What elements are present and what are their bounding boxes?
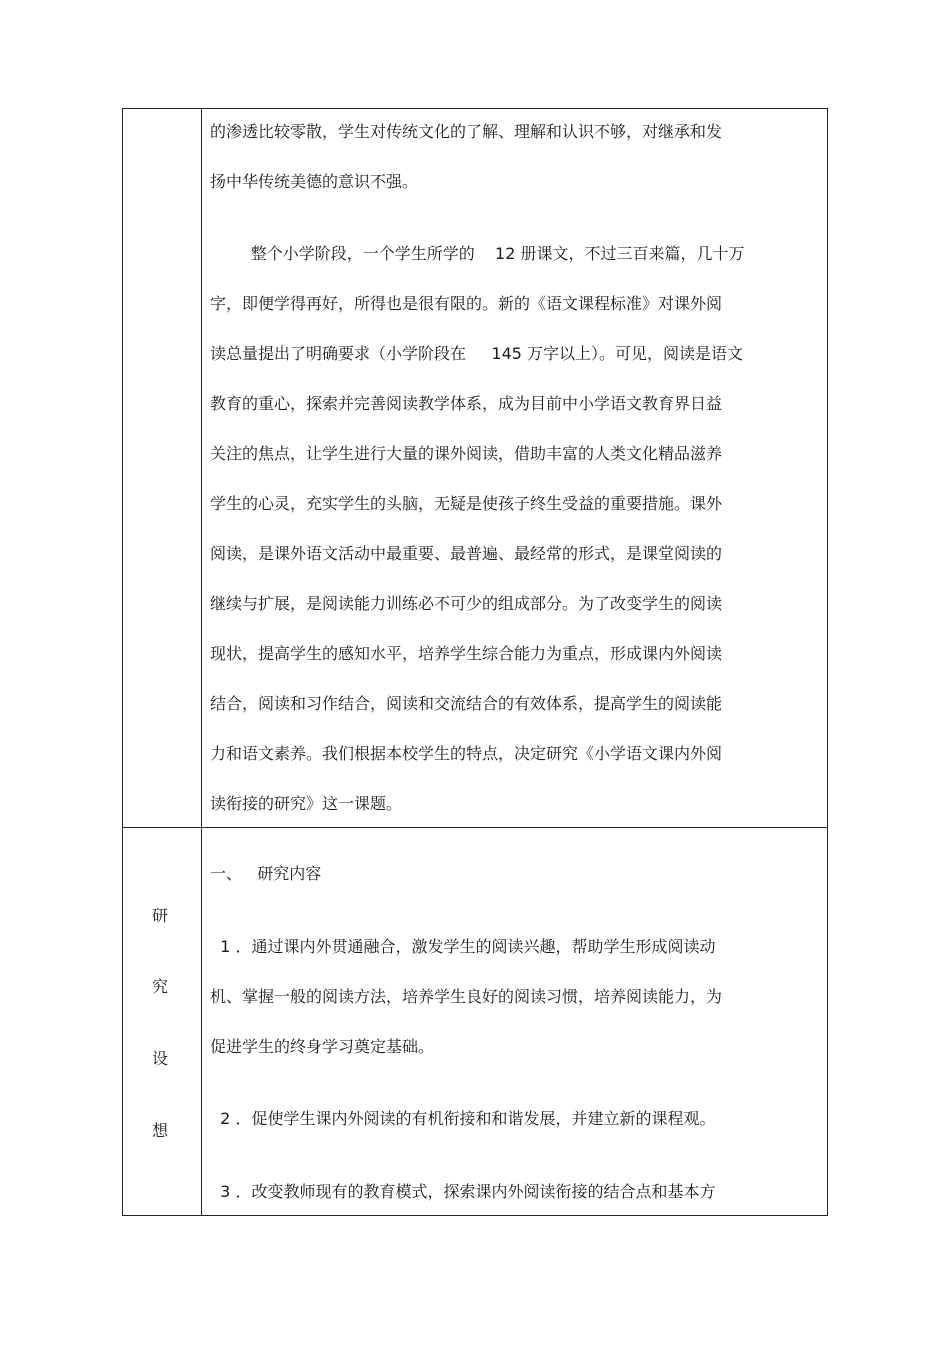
- row-divider: [122, 827, 828, 828]
- column-divider: [201, 108, 202, 1216]
- body-line: 促进学生的终身学习奠定基础。: [210, 1037, 435, 1056]
- body-line: 阅读，是课外语文活动中最重要、最普遍、最经常的形式，是课堂阅读的: [210, 544, 723, 563]
- body-line: 读总量提出了明确要求（小学阶段在 145 万字以上）。可见，阅读是语文: [210, 344, 744, 363]
- body-line: 继续与扩展，是阅读能力训练必不可少的组成部分。为了改变学生的阅读: [210, 594, 723, 613]
- body-line: 结合，阅读和习作结合，阅读和交流结合的有效体系，提高学生的阅读能: [210, 694, 723, 713]
- body-line: 现状，提高学生的感知水平，培养学生综合能力为重点，形成课内外阅读: [210, 644, 723, 663]
- body-line: 整个小学阶段，一个学生所学的 12 册课文，不过三百来篇，几十万: [210, 244, 745, 263]
- body-line: 读衔接的研究》这一课题。: [210, 794, 403, 813]
- body-line: 2 ．促使学生课内外阅读的有机衔接和和谐发展，并建立新的课程观。: [210, 1109, 716, 1128]
- section-label-char: 想: [151, 1121, 168, 1140]
- body-line: 的渗透比较零散，学生对传统文化的了解、理解和认识不够，对继承和发: [210, 122, 723, 141]
- body-line: 机、掌握一般的阅读方法，培养学生良好的阅读习惯，培养阅读能力，为: [210, 987, 723, 1006]
- section-heading: 一、 研究内容: [210, 864, 322, 883]
- body-line: 力和语文素养。我们根据本校学生的特点，决定研究《小学语文课内外阅: [210, 744, 723, 763]
- body-line: 扬中华传统美德的意识不强。: [210, 172, 419, 191]
- body-line: 3 ．改变教师现有的教育模式，探索课内外阅读衔接的结合点和基本方: [210, 1182, 716, 1201]
- body-line: 教育的重心，探索并完善阅读教学体系，成为目前中小学语文教育界日益: [210, 394, 723, 413]
- body-line: 关注的焦点，让学生进行大量的课外阅读，借助丰富的人类文化精品滋养: [210, 444, 723, 463]
- body-line: 字，即便学得再好，所得也是很有限的。新的《语文课程标准》对课外阅: [210, 294, 723, 313]
- section-label-char: 究: [151, 977, 168, 996]
- section-label-char: 设: [151, 1049, 168, 1068]
- body-line: 1 ．通过课内外贯通融合，激发学生的阅读兴趣，帮助学生形成阅读动: [210, 937, 716, 956]
- body-line: 学生的心灵，充实学生的头脑，无疑是使孩子终生受益的重要措施。课外: [210, 494, 723, 513]
- section-label-char: 研: [151, 906, 168, 925]
